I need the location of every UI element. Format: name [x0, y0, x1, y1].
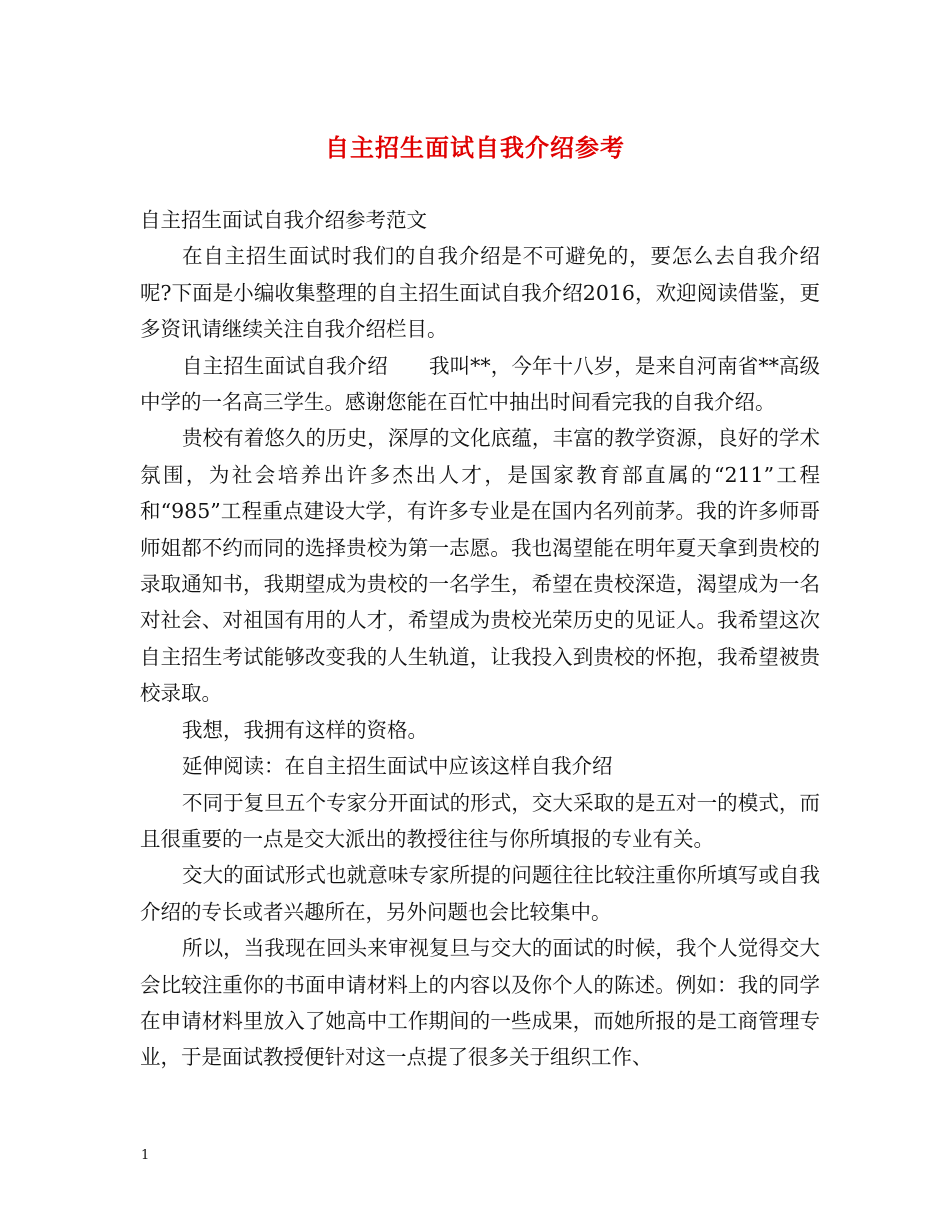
paragraph-subtitle: 自主招生面试自我介绍参考范文	[140, 208, 427, 232]
paragraph-qualification: 我想，我拥有这样的资格。	[182, 717, 428, 742]
document-title: 自主招生面试自我介绍参考	[325, 133, 625, 162]
paragraph-school-praise: 贵校有着悠久的历史，深厚的文化底蕴，丰富的教学资源，良好的学术氛围，为社会培养出许多杰出人才，是国家教育部直属的“211”工程和“985”工程重点建设大学，有许多专业是在国内名列前茅。我的许多师哥师姐都不约而同的选择贵校为第一志愿。我也渴望能在明年夏天拿到贵校的录取通知书，我期望成为贵校的一名学生，希望在贵校深造，渴望成为一名对社会、对祖国有用的人才，希望成为贵校光荣历史的见证人。我希望这次自主招生考试能够改变我的人生轨道，让我投入到贵校的怀抱，我希望被贵校录取。	[140, 426, 820, 706]
page-number: 1	[141, 1148, 150, 1163]
paragraph-interview-format: 不同于复旦五个专家分开面试的形式，交大采取的是五对一的模式，而且很重要的一点是交大派出的教授往往与你所填报的专业有关。	[140, 790, 820, 851]
paragraph-extended-reading: 延伸阅读：在自主招生面试中应该这样自我介绍	[182, 754, 613, 779]
paragraph-self-intro: 自主招生面试自我介绍 我叫**，今年十八岁，是来自河南省**高级中学的一名高三学生。感谢您能在百忙中抽出时间看完我的自我介绍。	[140, 353, 820, 415]
paragraph-interview-focus: 交大的面试形式也就意味专家所提的问题往往比较注重你所填写或自我介绍的专长或者兴趣所在，另外问题也会比较集中。	[140, 863, 820, 924]
document-body	[140, 202, 820, 1076]
paragraph-reflection: 所以，当我现在回头来审视复旦与交大的面试的时候，我个人觉得交大会比较注重你的书面申请材料上的内容以及你个人的陈述。例如：我的同学在申请材料里放入了她高中工作期间的一些成果，而她所报的是工商管理专业，于是面试教授便针对这一点提了很多关于组织工作、	[140, 936, 820, 1070]
paragraph-intro: 在自主招生面试时我们的自我介绍是不可避免的，要怎么去自我介绍呢?下面是小编收集整理的自主招生面试自我介绍2016，欢迎阅读借鉴，更多资讯请继续关注自我介绍栏目。	[140, 244, 820, 342]
